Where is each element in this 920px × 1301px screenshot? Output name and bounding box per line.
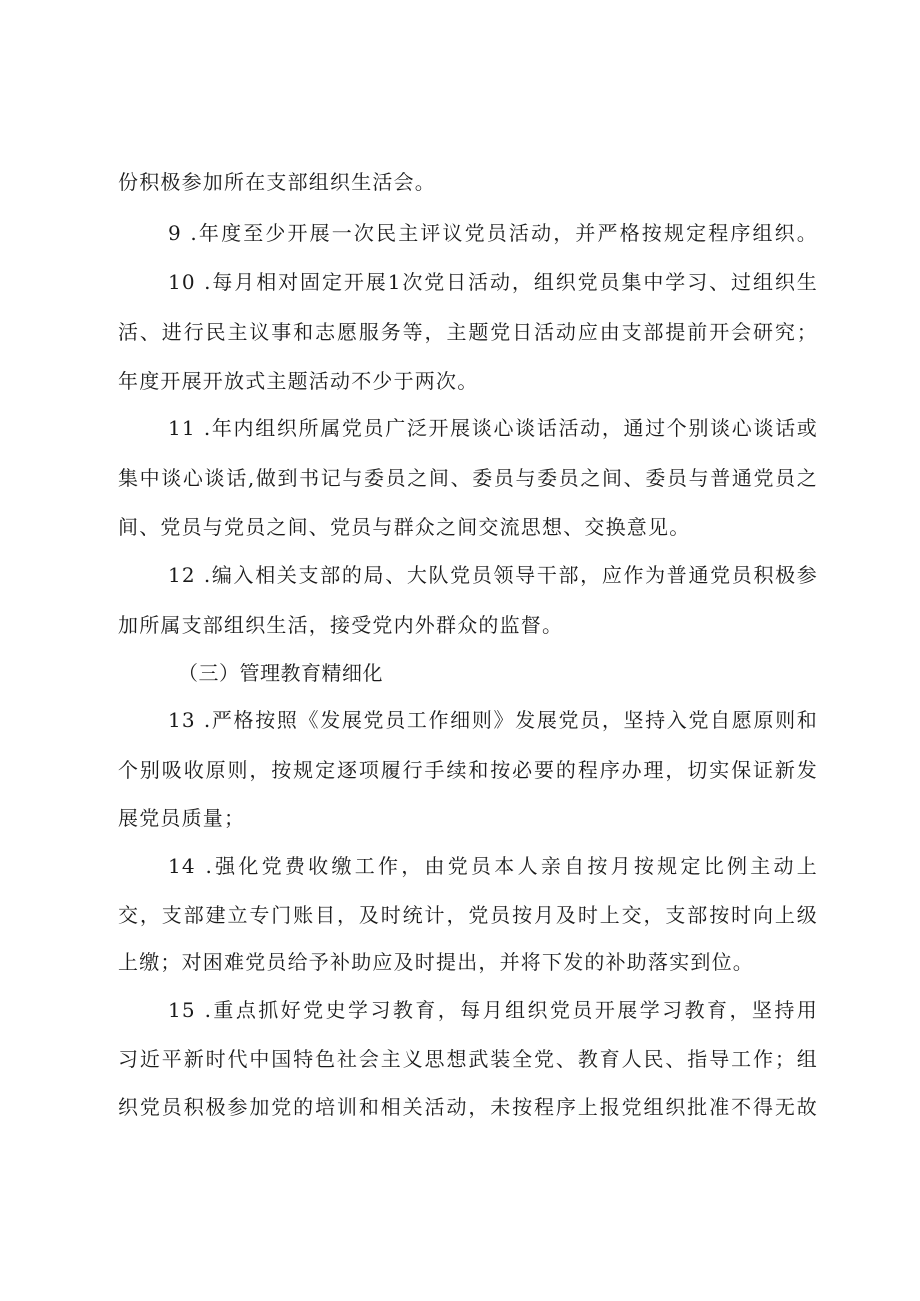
- text-line: 15 .重点抓好党史学习教育，每月组织党员开展学习教育，坚持用: [168, 998, 818, 1022]
- text-line: 上缴；对困难党员给予补助应及时提出，并将下发的补助落实到位。: [118, 950, 754, 974]
- text-line: 间、党员与党员之间、党员与群众之间交流思想、交换意见。: [118, 515, 691, 539]
- text-line: 织党员积极参加党的培训和相关活动，未按程序上报党组织批准不得无故: [118, 1095, 818, 1119]
- text-line: 份积极参加所在支部组织生活会。: [118, 170, 436, 194]
- text-line: 展党员质量；: [118, 806, 246, 830]
- text-line: 活、进行民主议事和志愿服务等，主题党日活动应由支部提前开会研究；: [118, 320, 818, 344]
- text-line: 12 .编入相关支部的局、大队党员领导干部，应作为普通党员积极参: [168, 563, 818, 587]
- text-line: 习近平新时代中国特色社会主义思想武装全党、教育人民、指导工作；组: [118, 1047, 818, 1071]
- text-line: 年度开展开放式主题活动不少于两次。: [118, 369, 479, 393]
- section-heading: （三）管理教育精细化: [178, 661, 383, 685]
- text-line: 集中谈心谈话,做到书记与委员之间、委员与委员之间、委员与普通党员之: [118, 466, 818, 490]
- text-line: 9 .年度至少开展一次民主评议党员活动，并严格按规定程序组织。: [168, 221, 818, 245]
- text-line: 13 .严格按照《发展党员工作细则》发展党员，坚持入党自愿原则和: [168, 708, 818, 732]
- text-line: 交，支部建立专门账目，及时统计，党员按月及时上交，支部按时向上级: [118, 903, 818, 927]
- text-line: 14 .强化党费收缴工作，由党员本人亲自按月按规定比例主动上: [168, 854, 818, 878]
- text-line: 11 .年内组织所属党员广泛开展谈心谈话活动，通过个别谈心谈话或: [168, 416, 818, 440]
- text-line: 加所属支部组织生活，接受党内外群众的监督。: [118, 613, 564, 637]
- text-line: 10 .每月相对固定开展1次党日活动，组织党员集中学习、过组织生: [168, 270, 818, 294]
- text-line: 个别吸收原则，按规定逐项履行手续和按必要的程序办理，切实保证新发: [118, 758, 818, 782]
